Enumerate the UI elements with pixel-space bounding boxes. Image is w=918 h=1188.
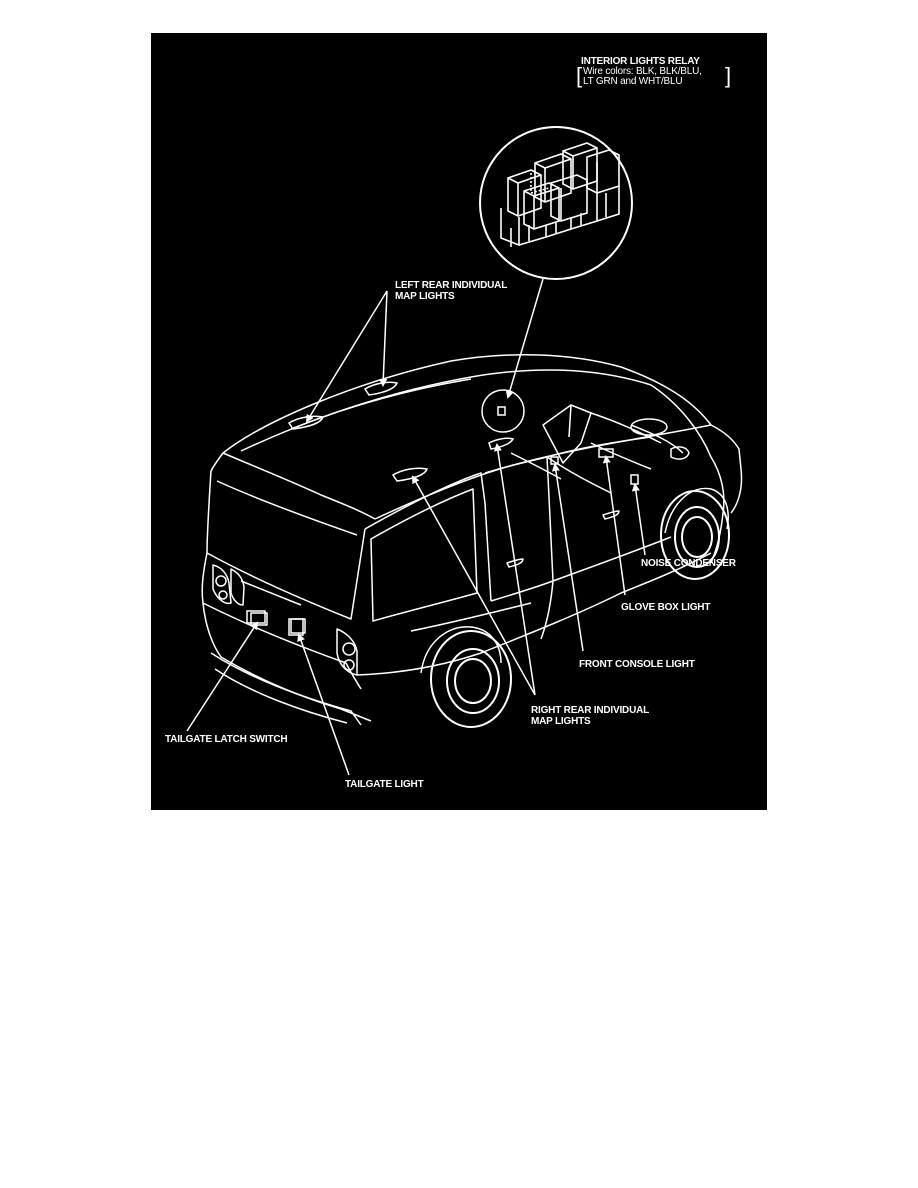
right-rear-map-lights-line2: MAP LIGHTS	[531, 716, 591, 727]
rear-wheel	[431, 631, 511, 727]
relay-block-icon	[501, 143, 619, 247]
front-console-light-label: FRONT CONSOLE LIGHT	[579, 659, 695, 670]
component-markers	[247, 382, 638, 635]
tailgate-latch-switch-label: TAILGATE LATCH SWITCH	[165, 734, 288, 745]
tailgate-light-label: TAILGATE LIGHT	[345, 779, 424, 790]
noise-condenser-label: NOISE CONDENSER	[641, 558, 736, 569]
leader-lines	[187, 291, 645, 775]
right-rear-map-lights-line1: RIGHT REAR INDIVIDUAL	[531, 705, 650, 716]
left-rear-map-lights-label	[395, 280, 507, 302]
vehicle-illustration	[151, 33, 767, 810]
spec-bracket-left: [	[576, 63, 583, 88]
relay-spec-line1: Wire colors: BLK, BLK/BLU,	[583, 66, 702, 77]
relay-arrow	[508, 279, 543, 397]
interior-lights-relay-spec	[583, 67, 702, 87]
vehicle-diagram	[151, 33, 767, 810]
right-rear-map-lights-label	[531, 705, 649, 727]
relay-spec-line2: LT GRN and WHT/BLU	[583, 76, 683, 87]
relay-location-circle	[482, 390, 524, 432]
left-rear-map-lights-line2: MAP LIGHTS	[395, 291, 455, 302]
interior-lights-relay-title: INTERIOR LIGHTS RELAY	[581, 56, 700, 67]
left-rear-map-lights-line1: LEFT REAR INDIVIDUAL	[395, 280, 508, 291]
glove-box-light-label: GLOVE BOX LIGHT	[621, 602, 711, 613]
spec-bracket-right: ]	[725, 63, 732, 88]
